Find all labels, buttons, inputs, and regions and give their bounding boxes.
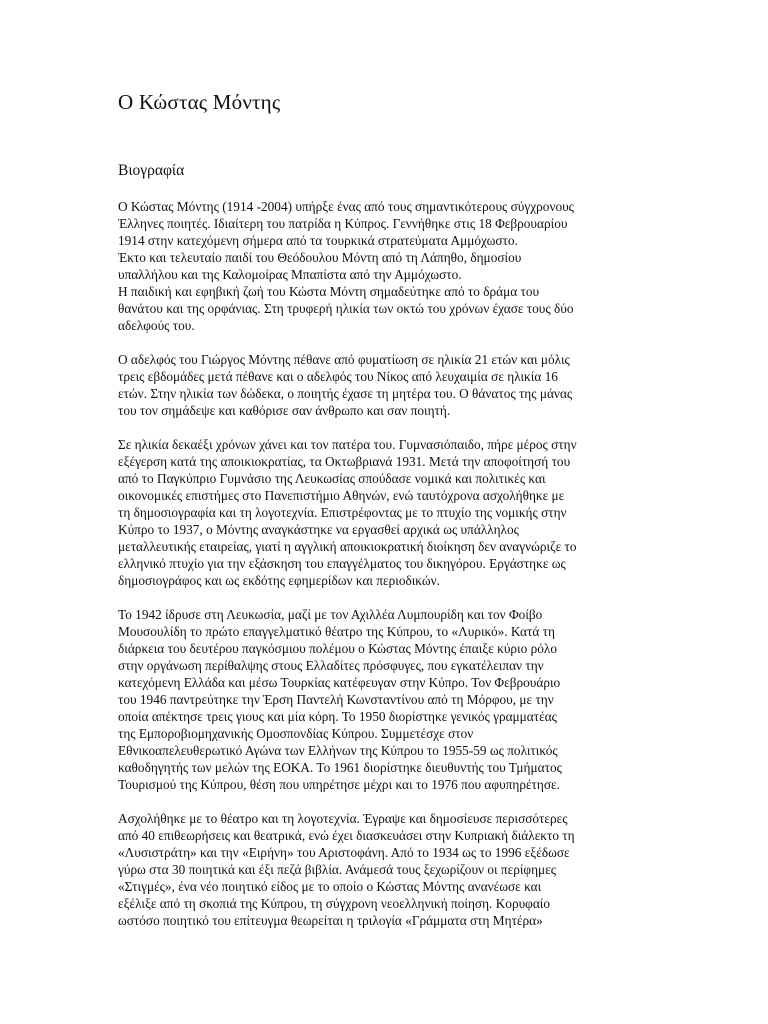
- text-line: μεταλλευτικής εταιρείας, γιατί η αγγλική αποικιοκρατική διοίκηση δεν αναγνώριζε το: [118, 539, 577, 554]
- text-line: Εθνικοαπελευθερωτικό Αγώνα των Ελλήνων της Κύπρου το 1955-59 ως πολιτικός: [118, 743, 558, 758]
- text-line: στην οργάνωση περίθαλψης στους Ελλαδίτες πρόσφυγες, που εγκατέλειπαν την: [118, 658, 544, 673]
- text-line: Σε ηλικία δεκαέξι χρόνων χάνει και τον πατέρα του. Γυμνασιόπαιδο, πήρε μέρος στην: [118, 437, 577, 452]
- text-line: από το Παγκύπριο Γυμνάσιο της Λευκωσίας σπούδασε νομικά και πολιτικές και: [118, 471, 546, 486]
- text-line: κατεχόμενη Ελλάδα και μέσω Τουρκίας κατέφευγαν στην Κύπρο. Τον Φεβρουάριο: [118, 675, 561, 690]
- text-line: Ασχολήθηκε με το θέατρο και τη λογοτεχνία. Έγραψε και δημοσίευσε περισσότερες: [118, 811, 568, 826]
- text-line: διάρκεια του δευτέρου παγκόσμιου πολέμου ο Κώστας Μόντης έπαιξε κύριο ρόλο: [118, 641, 557, 656]
- paragraph: [118, 606, 658, 793]
- text-line: Το 1942 ίδρυσε στη Λευκωσία, μαζί με τον Αχιλλέα Λυμπουρίδη και τον Φοίβο: [118, 607, 543, 622]
- text-line: Τουρισμού της Κύπρου, θέση που υπηρέτησε μέχρι και το 1976 που αφυπηρέτησε.: [118, 777, 560, 792]
- text-line: από 40 επιθεωρήσεις και θεατρικά, ενώ έχει διασκευάσει στην Κυπριακή διάλεκτο τη: [118, 828, 575, 843]
- text-line: ωστόσο ποιητικό του επίτευγμα θεωρείται η τριλογία «Γράμματα στη Μητέρα»: [118, 913, 543, 928]
- text-line: Ο αδελφός του Γιώργος Μόντης πέθανε από φυματίωση σε ηλικία 21 ετών και μόλις: [118, 352, 570, 367]
- text-line: Η παιδική και εφηβική ζωή του Κώστα Μόντη σημαδεύτηκε από το δράμα του: [118, 284, 540, 299]
- text-line: ελληνικό πτυχίο για την εξάσκηση του επαγγέλματος του δικηγόρου. Εργάστηκε ως: [118, 556, 566, 571]
- text-line: 1914 στην κατεχόμενη σήμερα από τα τουρκικά στρατεύματα Αμμόχωστο.: [118, 233, 518, 248]
- text-line: Κύπρο το 1937, ο Μόντης αναγκάστηκε να εργασθεί αρχικά ως υπάλληλος: [118, 522, 519, 537]
- text-line: οικονομικές επιστήμες στο Πανεπιστήμιο Αθηνών, ενώ ταυτόχρονα ασχολήθηκε με: [118, 488, 565, 503]
- text-line: τρεις εβδομάδες μετά πέθανε και ο αδελφός του Νίκος από λευχαιμία σε ηλικία 16: [118, 369, 558, 384]
- text-line: δημοσιογράφος και ως εκδότης εφημερίδων και περιοδικών.: [118, 573, 440, 588]
- text-line: υπαλλήλου και της Καλομοίρας Μπαπίστα από την Αμμόχωστο.: [118, 267, 462, 282]
- text-line: Έλληνες ποιητές. Ιδιαίτερη του πατρίδα η Κύπρος. Γεννήθηκε στις 18 Φεβρουαρίου: [118, 216, 568, 231]
- paragraph: [118, 351, 658, 419]
- text-line: του 1946 παντρεύτηκε την Έρση Παντελή Κωνσταντίνου από τη Μόρφου, με την: [118, 692, 554, 707]
- text-line: εξέλιξε από τη σκοπιά της Κύπρου, τη σύγχρονη νεοελληνική ποίηση. Κορυφαίο: [118, 896, 551, 911]
- text-line: ετών. Στην ηλικία των δώδεκα, ο ποιητής έχασε τη μητέρα του. Ο θάνατος της μάνας: [118, 386, 573, 401]
- paragraph: [118, 198, 658, 334]
- text-line: γύρω στα 30 ποιητικά και έξι πεζά βιβλία. Ανάμεσά τους ξεχωρίζουν οι περίφημες: [118, 862, 557, 877]
- text-line: αδελφούς του.: [118, 318, 195, 333]
- text-line: Ο Κώστας Μόντης (1914 -2004) υπήρξε ένας από τους σημαντικότερους σύγχρονους: [118, 199, 574, 214]
- text-line: Έκτο και τελευταίο παιδί του Θεόδουλου Μόντη από τη Λάπηθο, δημοσίου: [118, 250, 522, 265]
- paragraph: [118, 436, 658, 589]
- paragraph: [118, 810, 658, 929]
- text-line: οποία απέκτησε τρεις γιους και μία κόρη. Το 1950 διορίστηκε γενικός γραμματέας: [118, 709, 557, 724]
- biography-body: [118, 198, 658, 946]
- text-line: «Λυσιστράτη» και την «Ειρήνη» του Αριστοφάνη. Από το 1934 ως το 1996 εξέδωσε: [118, 845, 570, 860]
- document-title: Ο Κώστας Μόντης: [118, 90, 281, 114]
- text-line: τη δημοσιογραφία και τη λογοτεχνία. Επιστρέφοντας με το πτυχίο της νομικής στην: [118, 505, 567, 520]
- text-line: θανάτου και της ορφάνιας. Στη τρυφερή ηλικία των οκτώ του χρόνων έχασε τους δύο: [118, 301, 574, 316]
- text-line: «Στιγμές», ένα νέο ποιητικό είδος με το οποίο ο Κώστας Μόντης ανανέωσε και: [118, 879, 542, 894]
- text-line: καθοδηγητής των μελών της ΕΟΚΑ. Το 1961 διορίστηκε διευθυντής του Τμήματος: [118, 760, 562, 775]
- text-line: εξέγερση κατά της αποικιοκρατίας, τα Οκτωβριανά 1931. Μετά την αποφοίτησή του: [118, 454, 571, 469]
- text-line: Μουσουλίδη το πρώτο επαγγελματικό θέατρο της Κύπρου, το «Λυρικό». Κατά τη: [118, 624, 555, 639]
- section-heading: Βιογραφία: [118, 162, 185, 179]
- text-line: του τον σημάδεψε και καθόρισε σαν άνθρωπο και σαν ποιητή.: [118, 403, 451, 418]
- text-line: της Εμπορoβιομηχανικής Ομοσπονδίας Κύπρου. Συμμετέσχε στον: [118, 726, 474, 741]
